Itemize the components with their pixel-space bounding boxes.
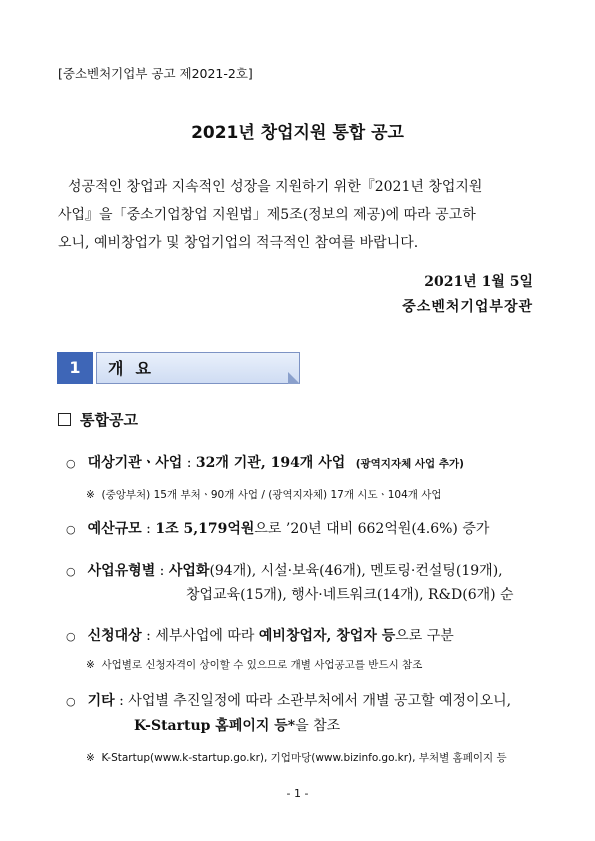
item-budget-colon: : bbox=[141, 521, 156, 537]
item-etc-line-2 bbox=[134, 715, 340, 735]
item-budget-label: 예산규모 bbox=[87, 521, 142, 537]
item-target-colon: : bbox=[182, 455, 196, 471]
item-budget-value: 1조 5,179억원 bbox=[155, 521, 255, 537]
item-target bbox=[66, 452, 464, 472]
intro-line-1: 성공적인 창업과 지속적인 성장을 지원하기 위한『2021년 창업지원 bbox=[68, 179, 483, 195]
note-mark-icon: ※ bbox=[86, 489, 95, 501]
intro-line-2: 사업』을「중소기업창업 지원법」제5조(정보의 제공)에 따라 공고하 bbox=[58, 207, 476, 223]
item-budget bbox=[66, 518, 489, 538]
bullet-circle-icon: ○ bbox=[66, 523, 76, 536]
item-etc-note-text: K-Startup(www.k-startup.go.kr), 기업마당(www.bizinfo.go.kr), 부처별 홈페이지 등 bbox=[101, 752, 507, 764]
item-applicant-text-1: : 세부사업에 따라 bbox=[141, 628, 259, 644]
bullet-circle-icon: ○ bbox=[66, 565, 76, 578]
item-applicant-bold: 예비창업자, 창업자 등 bbox=[258, 628, 396, 644]
bullet-circle-icon: ○ bbox=[66, 630, 76, 643]
sub-heading bbox=[58, 409, 138, 430]
ministry-signature: 중소벤처기업부장관 bbox=[402, 299, 533, 315]
item-types-colon: : bbox=[155, 563, 169, 579]
page-number: - 1 - bbox=[286, 787, 309, 800]
note-mark-icon: ※ bbox=[86, 752, 95, 764]
item-target-value: 32개 기관, 194개 사업 bbox=[195, 455, 346, 471]
item-types-first: 사업화 bbox=[168, 563, 210, 579]
note-mark-icon: ※ bbox=[86, 659, 95, 671]
section-label: 개요 bbox=[108, 359, 163, 378]
item-applicant-text-2: 으로 구분 bbox=[395, 628, 454, 644]
checkbox-square-icon bbox=[58, 413, 71, 426]
bullet-circle-icon: ○ bbox=[66, 457, 76, 470]
notice-date: 2021년 1월 5일 bbox=[424, 274, 533, 290]
item-etc-label: 기타 bbox=[87, 693, 115, 709]
sub-heading-text: 통합공고 bbox=[80, 411, 138, 429]
item-types-label: 사업유형별 bbox=[87, 563, 156, 579]
item-applicant-label: 신청대상 bbox=[87, 628, 142, 644]
item-target-paren: (광역지자체 사업 추가) bbox=[355, 458, 464, 470]
item-types-first-rest: (94개), 시설·보육(46개), 멘토링·컨설팅(19개), bbox=[209, 563, 503, 579]
item-etc-note bbox=[86, 750, 507, 765]
item-target-note-text: (중앙부처) 15개 부처ㆍ90개 사업 / (광역지자체) 17개 시도ㆍ104개 사업 bbox=[101, 489, 442, 501]
intro-line-3: 오니, 예비창업가 및 창업기업의 적극적인 참여를 바랍니다. bbox=[58, 235, 419, 251]
item-target-label: 대상기관ㆍ사업 bbox=[87, 455, 183, 471]
page-title: 2021년 창업지원 통합 공고 bbox=[191, 123, 404, 143]
item-types bbox=[66, 560, 503, 580]
item-etc-line-2-rest: 을 참조 bbox=[295, 718, 341, 734]
bullet-circle-icon: ○ bbox=[66, 695, 76, 708]
item-applicant-note bbox=[86, 657, 422, 672]
item-etc-line-2-bold: K-Startup 홈페이지 등* bbox=[134, 718, 296, 734]
item-applicant-note-text: 사업별로 신청자격이 상이할 수 있으므로 개별 사업공고를 반드시 참조 bbox=[101, 659, 423, 671]
item-types-line-2: 창업교육(15개), 행사·네트워크(14개), R&D(6개) 순 bbox=[186, 587, 514, 603]
item-etc bbox=[66, 690, 511, 710]
folded-corner-icon bbox=[288, 372, 300, 384]
item-etc-text: : 사업별 추진일정에 따라 소관부처에서 개별 공고할 예정이오니, bbox=[114, 693, 512, 709]
section-number: 1 bbox=[57, 352, 93, 384]
notice-number: [중소벤처기업부 공고 제2021-2호] bbox=[58, 66, 253, 81]
item-target-note bbox=[86, 487, 442, 502]
intro-paragraph bbox=[58, 173, 548, 257]
item-budget-rest: 으로 ’20년 대비 662억원(4.6%) 증가 bbox=[254, 521, 490, 537]
item-applicant bbox=[66, 625, 454, 645]
